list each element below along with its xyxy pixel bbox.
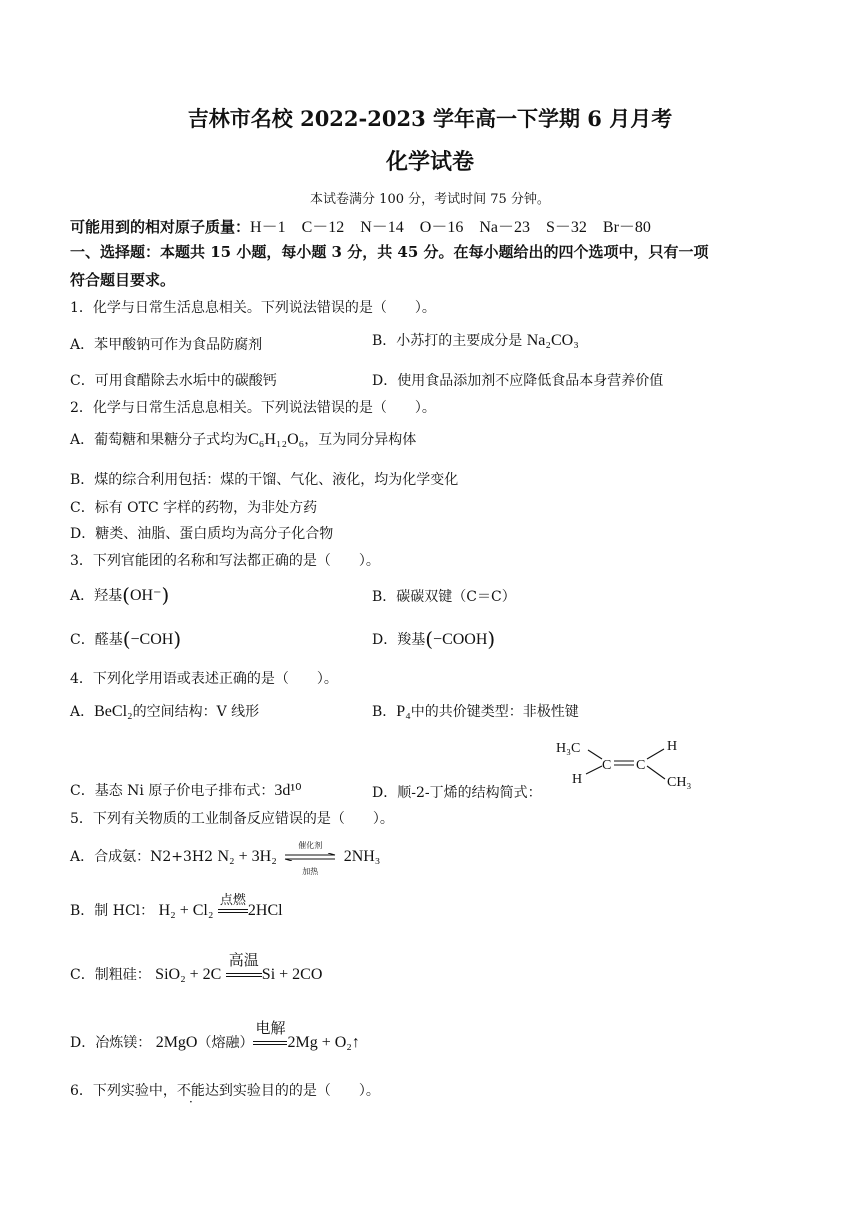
q4-b-formula: P₄: [396, 703, 411, 720]
q5-d-mid: （熔融）: [197, 1035, 254, 1051]
q4-stem: 4．下列化学用语或表述正确的是（ ）。: [70, 671, 338, 687]
q4-option-b: B．P₄中的共价键类型：非极性键: [372, 703, 579, 720]
q4-c-formula: 3d¹⁰: [274, 782, 302, 799]
q5-a-left: N₂ + 3H₂: [217, 848, 277, 865]
q5-d-text: D．冶炼镁：: [70, 1035, 152, 1051]
q3-stem: 3．下列官能团的名称和写法都正确的是（ ）。: [70, 553, 380, 569]
q6-stem-pre: 6．下列实验中，: [70, 1083, 177, 1099]
q5-option-a: [70, 841, 381, 876]
q5-d-right: 2Mg + O₂↑: [287, 1034, 360, 1051]
q5-c-arrow: [226, 951, 262, 983]
q5-option-c: [70, 951, 323, 984]
q4-c-text: C．基态 Ni 原子价电子排布式：: [70, 783, 275, 799]
q2-a-formula: C₆H₁₂O₆: [248, 431, 305, 448]
q5-b-text: B．制 HCl：: [70, 903, 155, 919]
q1-b-formula: Na₂CO₃: [526, 332, 579, 349]
q5-option-b: [70, 893, 283, 920]
q3-option-b: B．碳碳双键（C＝C）: [372, 589, 516, 605]
q6-stem: [70, 1080, 380, 1100]
q5-c-left: SiO₂ + 2C: [155, 966, 222, 983]
exam-subtitle: 化学试卷: [385, 149, 474, 175]
double-line-icon: [253, 1041, 287, 1045]
q1-b-text: B．小苏打的主要成分是: [372, 333, 523, 349]
q5-d-arrow: [253, 1019, 287, 1051]
q3-a-formula: OH⁻: [129, 587, 162, 604]
structure-h-left: H: [572, 772, 583, 787]
q1-option-d: D．使用食品添加剂不应降低食品本身营养价值: [372, 373, 664, 389]
q5-b-right: 2HCl: [247, 902, 283, 919]
q3-c-formula: −COH: [130, 631, 174, 648]
q6-stem-post: 达到实验目的的是（ ）。: [204, 1083, 380, 1099]
q3-d-text: D．羧基: [372, 632, 426, 648]
q5-c-cond: 高温: [228, 951, 259, 969]
q3-c-text: C．醛基: [70, 632, 123, 648]
structure-h3c: H₃C: [556, 741, 581, 756]
q5-a-cond-top: 催化剂: [298, 841, 323, 850]
q4-a-text: 的空间结构：V 线形: [132, 704, 260, 720]
atomic-mass-label: 可能用到的相对原子质量：: [70, 218, 251, 236]
q5-option-d: [70, 1019, 360, 1052]
structure-c2: C: [636, 758, 646, 773]
q5-a-text: A．合成氨：N2+3H2: [70, 849, 214, 865]
q3-a-text: A．羟基: [70, 588, 123, 604]
double-line-icon: [226, 973, 262, 977]
q5-b-left: H₂ + Cl₂: [158, 902, 214, 919]
q1-stem: 1．化学与日常生活息息相关。下列说法错误的是（ ）。: [70, 300, 436, 316]
structure-c1: C: [602, 758, 612, 773]
structure-ch3: CH₃: [667, 775, 692, 790]
q4-option-a: A．BeCl₂的空间结构：V 线形: [70, 703, 260, 720]
q2-option-c: C．标有 OTC 字样的药物，为非处方药: [70, 500, 318, 516]
cis-2-butene-structure: [550, 733, 710, 795]
atomic-mass-values: H－1 C－12 N－14 O－16 Na－23 S－32 Br－80: [250, 219, 651, 236]
q5-stem: 5．下列有关物质的工业制备反应错误的是（ ）。: [70, 811, 394, 827]
q6-stem-emphasis: 不能: [176, 1083, 205, 1099]
q5-d-cond: 电解: [255, 1019, 286, 1037]
q1-option-b: [372, 330, 579, 350]
q3-option-c: C．醛基(−COH): [70, 627, 182, 651]
q5-d-left: 2MgO: [155, 1034, 198, 1051]
q2-stem: 2．化学与日常生活息息相关。下列说法错误的是（ ）。: [70, 400, 436, 416]
q3-option-a: A．羟基(OH⁻): [70, 583, 170, 607]
q4-option-d: D．顺-2-丁烯的结构简式：: [372, 785, 542, 801]
equilibrium-arrow-icon: [284, 853, 336, 861]
q2-a-text: A．葡萄糖和果糖分子式均为: [70, 432, 249, 448]
atomic-mass-line: [70, 214, 651, 237]
structure-h-top: H: [667, 739, 678, 754]
q5-c-text: C．制粗硅：: [70, 967, 151, 983]
q3-option-d: D．羧基(−COOH): [372, 627, 496, 651]
q2-option-a: [70, 429, 416, 449]
double-line-icon: [218, 909, 248, 913]
q5-a-right: 2NH₃: [343, 848, 381, 865]
q2-option-b: B．煤的综合利用包括：煤的干馏、气化、液化，均为化学变化: [70, 472, 459, 488]
q1-option-c: C．可用食醋除去水垢中的碳酸钙: [70, 373, 277, 389]
q5-a-cond-bot: 加热: [302, 867, 319, 876]
q2-option-d: D．糖类、油脂、蛋白质均为高分子化合物: [70, 526, 334, 542]
q5-c-right: Si + 2CO: [261, 966, 323, 983]
q4-option-c: [70, 780, 302, 800]
exam-note: 本试卷满分 100 分，考试时间 75 分钟。: [310, 192, 550, 207]
q5-b-arrow: [218, 893, 248, 919]
section1-line2: 符合题目要求。: [70, 271, 176, 289]
q2-a-tail: ，互为同分异构体: [304, 432, 417, 448]
q4-b-text: 中的共价键类型：非极性键: [410, 704, 579, 720]
section1-line1: 一、选择题：本题共 15 小题，每小题 3 分，共 45 分。在每小题给出的四个选项中，只有一项: [70, 243, 709, 261]
q5-a-reversible-arrow: [281, 841, 339, 876]
q4-a-formula: BeCl₂: [94, 703, 133, 720]
q3-d-formula: −COOH: [433, 631, 488, 648]
exam-title: 吉林市名校 2022-2023 学年高一下学期 6 月月考: [187, 106, 673, 131]
q1-option-a: A．苯甲酸钠可作为食品防腐剂: [70, 337, 263, 353]
q5-b-cond: 点燃: [219, 893, 246, 908]
